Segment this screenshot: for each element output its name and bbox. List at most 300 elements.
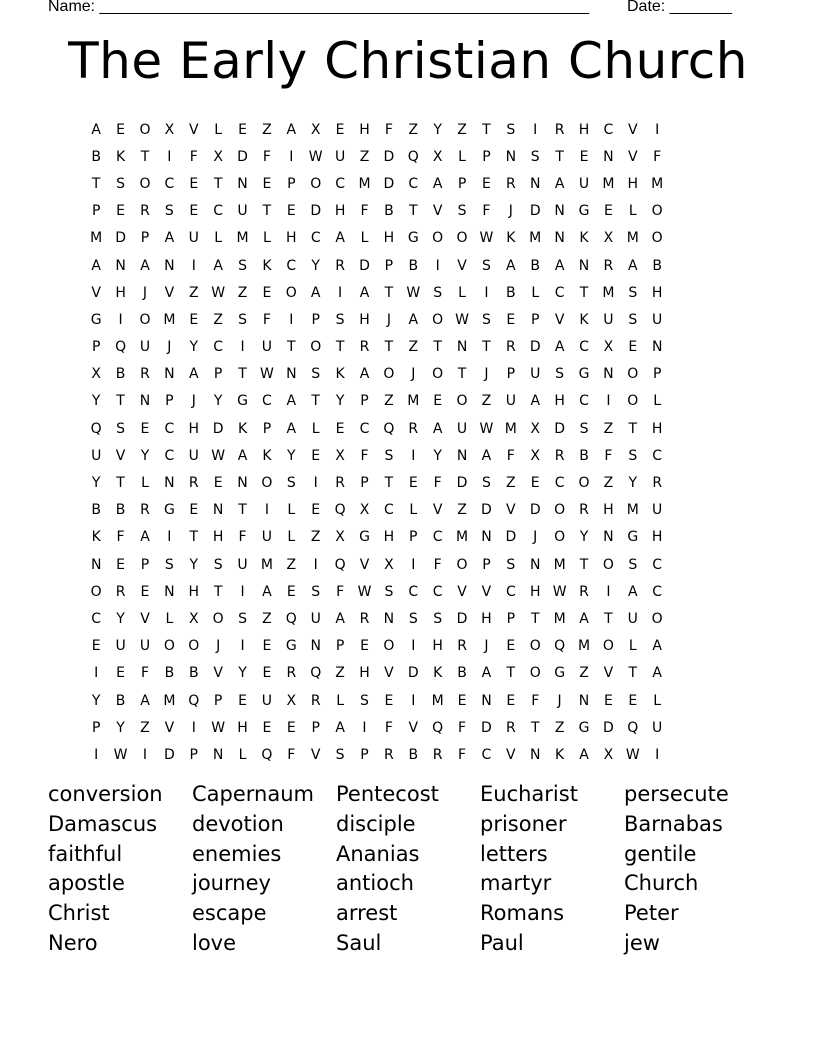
grid-letter: H — [359, 665, 370, 682]
grid-letter: R — [432, 746, 443, 763]
grid-letter: K — [335, 366, 345, 383]
grid-letter: N — [578, 257, 590, 274]
grid-letter: H — [286, 230, 297, 247]
grid-letter: Z — [188, 284, 199, 301]
grid-letter: Z — [384, 393, 394, 410]
grid-row — [84, 198, 744, 225]
grid-row — [84, 306, 744, 333]
grid-row — [84, 170, 744, 197]
grid-letter: T — [238, 366, 247, 383]
grid-letter: J — [191, 393, 196, 410]
grid-letter: V — [408, 719, 419, 736]
grid-letter: R — [310, 692, 321, 709]
grid-letter: A — [335, 230, 345, 247]
grid-letter: F — [140, 665, 149, 682]
grid-letter: R — [505, 175, 516, 192]
grid-letter: B — [115, 502, 126, 519]
grid-letter: C — [286, 257, 297, 274]
grid-row — [84, 361, 744, 388]
grid-letter: E — [286, 719, 296, 736]
grid-letter: Z — [408, 339, 419, 356]
grid-letter: A — [140, 529, 150, 546]
grid-letter: X — [530, 447, 541, 464]
grid-letter: L — [360, 230, 369, 247]
grid-letter: L — [311, 420, 320, 437]
grid-letter: J — [386, 311, 391, 328]
grid-letter: B — [164, 665, 175, 682]
grid-letter: Q — [407, 148, 419, 165]
grid-letter: M — [407, 393, 420, 410]
grid-letter: T — [116, 393, 125, 410]
grid-letter: K — [262, 447, 272, 464]
grid-letter: G — [163, 502, 175, 519]
grid-letter: B — [530, 257, 541, 274]
grid-letter: R — [286, 665, 297, 682]
grid-letter: E — [506, 311, 516, 328]
grid-letter: V — [432, 203, 443, 220]
grid-letter: U — [139, 339, 151, 356]
grid-letter: T — [482, 121, 491, 138]
grid-letter: G — [359, 529, 370, 546]
grid-row — [84, 578, 744, 605]
grid-letter: J — [508, 203, 513, 220]
grid-letter: M — [577, 638, 591, 655]
grid-letter: L — [263, 230, 271, 247]
grid-letter: O — [310, 175, 322, 192]
grid-letter: E — [262, 638, 272, 655]
grid-letter: T — [579, 556, 589, 573]
grid-letter: Q — [90, 420, 102, 437]
word-bank-item: Damascus — [48, 811, 158, 836]
grid-letter: Z — [554, 719, 565, 736]
grid-letter: V — [164, 284, 175, 301]
grid-letter: S — [360, 692, 369, 709]
grid-letter: A — [408, 311, 419, 328]
grid-letter: W — [113, 746, 128, 763]
grid-letter: I — [264, 502, 269, 519]
grid-letter: I — [338, 284, 343, 301]
grid-letter: O — [651, 203, 663, 220]
grid-letter: A — [432, 420, 443, 437]
grid-letter: H — [603, 502, 614, 519]
word-bank-item: Church — [624, 871, 699, 896]
grid-letter: N — [529, 746, 541, 763]
grid-letter: M — [431, 692, 444, 709]
grid-letter: E — [116, 121, 126, 138]
grid-letter: N — [286, 366, 297, 383]
grid-letter: E — [262, 175, 272, 192]
grid-letter: C — [505, 583, 516, 600]
grid-letter: L — [287, 529, 296, 546]
grid-letter: P — [360, 746, 369, 763]
grid-letter: E — [262, 284, 272, 301]
grid-letter: X — [164, 121, 175, 138]
grid-letter: I — [533, 121, 538, 138]
grid-letter: E — [530, 475, 540, 492]
grid-letter: B — [91, 502, 101, 519]
grid-letter: N — [90, 556, 102, 573]
grid-letter: R — [359, 339, 370, 356]
grid-letter: M — [553, 610, 566, 627]
grid-letter: E — [457, 692, 467, 709]
grid-letter: S — [628, 556, 638, 573]
grid-letter: D — [383, 175, 395, 192]
grid-letter: Y — [579, 529, 589, 546]
grid-letter: A — [140, 692, 150, 709]
grid-letter: P — [91, 203, 101, 220]
grid-letter: D — [529, 339, 541, 356]
grid-letter: I — [411, 638, 416, 655]
grid-letter: Z — [457, 502, 467, 519]
grid-letter: W — [406, 284, 421, 301]
grid-letter: S — [335, 311, 345, 328]
grid-letter: W — [552, 583, 567, 600]
grid-letter: V — [457, 583, 467, 600]
grid-letter: C — [481, 746, 492, 763]
grid-letter: H — [627, 175, 639, 192]
grid-letter: G — [90, 311, 102, 328]
grid-letter: D — [481, 502, 492, 519]
grid-letter: D — [505, 529, 517, 546]
grid-letter: N — [651, 339, 663, 356]
grid-letter: V — [384, 665, 394, 682]
grid-letter: C — [383, 502, 394, 519]
grid-letter: A — [335, 719, 345, 736]
grid-letter: N — [115, 257, 126, 274]
grid-letter: O — [261, 475, 273, 492]
grid-letter: X — [530, 420, 541, 437]
grid-letter: S — [238, 311, 247, 328]
grid-letter: K — [237, 420, 248, 437]
grid-row — [84, 633, 744, 660]
grid-letter: N — [237, 175, 248, 192]
grid-letter: U — [139, 638, 151, 655]
grid-letter: D — [163, 746, 175, 763]
word-bank-item: escape — [192, 901, 267, 926]
grid-letter: P — [91, 719, 101, 736]
grid-letter: G — [627, 529, 639, 546]
grid-letter: G — [578, 203, 590, 220]
grid-letter: C — [432, 529, 443, 546]
grid-letter: A — [481, 447, 492, 464]
grid-letter: I — [411, 447, 416, 464]
grid-letter: L — [238, 746, 247, 763]
grid-letter: R — [188, 475, 199, 492]
grid-letter: F — [262, 148, 271, 165]
grid-letter: F — [531, 692, 540, 709]
grid-letter: H — [432, 638, 443, 655]
grid-letter: Z — [408, 121, 419, 138]
grid-letter: D — [212, 420, 224, 437]
word-bank-item: Christ — [48, 901, 110, 926]
grid-letter: N — [164, 257, 175, 274]
grid-letter: H — [578, 121, 590, 138]
grid-letter: T — [140, 148, 150, 165]
grid-letter: Y — [238, 665, 247, 682]
grid-letter: O — [188, 638, 200, 655]
grid-letter: E — [140, 583, 150, 600]
grid-letter: C — [310, 230, 321, 247]
grid-letter: P — [140, 230, 150, 247]
grid-letter: H — [334, 203, 346, 220]
grid-letter: N — [164, 366, 175, 383]
word-bank-item: Saul — [336, 930, 382, 955]
grid-letter: R — [384, 746, 394, 763]
grid-letter: E — [189, 175, 199, 192]
grid-letter: R — [554, 447, 565, 464]
grid-row — [84, 551, 744, 578]
grid-letter: V — [188, 121, 199, 138]
grid-letter: A — [286, 121, 297, 138]
grid-letter: C — [335, 175, 345, 192]
grid-letter: P — [360, 393, 369, 410]
grid-letter: C — [408, 583, 419, 600]
grid-letter: P — [287, 175, 296, 192]
grid-letter: X — [310, 121, 321, 138]
grid-letter: O — [383, 366, 395, 383]
grid-letter: V — [115, 447, 126, 464]
grid-letter: Q — [334, 502, 346, 519]
grid-letter: O — [139, 121, 151, 138]
grid-letter: G — [285, 638, 297, 655]
grid-letter: E — [213, 475, 223, 492]
grid-letter: U — [505, 393, 516, 410]
grid-letter: E — [311, 502, 321, 519]
word-bank — [48, 780, 768, 959]
word-bank-item: Barnabas — [624, 811, 723, 836]
grid-letter: U — [115, 638, 126, 655]
grid-letter: L — [409, 502, 418, 519]
grid-letter: D — [529, 502, 541, 519]
grid-letter: Q — [554, 638, 566, 655]
grid-letter: I — [411, 692, 416, 709]
grid-letter: P — [213, 692, 223, 709]
grid-letter: V — [91, 284, 101, 301]
grid-letter: U — [652, 311, 663, 328]
grid-letter: O — [432, 366, 444, 383]
grid-letter: N — [481, 529, 492, 546]
grid-letter: P — [140, 556, 150, 573]
grid-letter: D — [310, 203, 322, 220]
grid-letter: L — [141, 475, 149, 492]
grid-letter: X — [91, 366, 101, 383]
grid-letter: O — [578, 475, 590, 492]
grid-letter: I — [191, 719, 196, 736]
grid-letter: O — [285, 284, 297, 301]
grid-letter: A — [432, 175, 443, 192]
grid-letter: B — [115, 366, 126, 383]
grid-letter: X — [335, 447, 345, 464]
grid-letter: I — [94, 665, 99, 682]
grid-letter: S — [482, 257, 491, 274]
word-bank-item: antioch — [336, 871, 414, 896]
grid-letter: S — [116, 175, 126, 192]
grid-row — [84, 252, 744, 279]
grid-letter: V — [603, 665, 614, 682]
grid-letter: H — [359, 311, 370, 328]
grid-letter: A — [286, 393, 297, 410]
grid-letter: W — [211, 284, 226, 301]
grid-letter: U — [237, 203, 248, 220]
grid-letter: K — [579, 311, 589, 328]
grid-letter: O — [602, 638, 614, 655]
grid-letter: R — [140, 366, 150, 383]
grid-letter: C — [652, 583, 663, 600]
grid-letter: E — [579, 148, 589, 165]
grid-letter: J — [216, 638, 221, 655]
grid-letter: U — [261, 529, 273, 546]
grid-letter: V — [554, 311, 565, 328]
grid-letter: P — [91, 339, 101, 356]
grid-letter: I — [655, 746, 660, 763]
grid-letter: T — [262, 203, 272, 220]
grid-letter: S — [628, 447, 638, 464]
grid-letter: W — [479, 230, 494, 247]
grid-letter: S — [408, 610, 418, 627]
grid-letter: I — [484, 284, 489, 301]
grid-letter: I — [167, 529, 172, 546]
grid-letter: E — [189, 311, 199, 328]
grid-letter: O — [456, 393, 468, 410]
grid-letter: E — [262, 665, 272, 682]
grid-letter: Q — [627, 719, 639, 736]
grid-letter: Z — [603, 475, 614, 492]
grid-letter: V — [359, 556, 370, 573]
grid-letter: O — [163, 638, 175, 655]
grid-letter: S — [530, 148, 540, 165]
grid-letter: C — [579, 393, 589, 410]
grid-letter: S — [384, 583, 394, 600]
grid-letter: S — [506, 556, 516, 573]
grid-letter: U — [627, 610, 638, 627]
grid-letter: N — [456, 447, 468, 464]
grid-letter: C — [164, 175, 175, 192]
word-bank-item: journey — [192, 871, 271, 896]
grid-row — [84, 116, 744, 143]
grid-letter: K — [91, 529, 101, 546]
grid-letter: J — [411, 366, 416, 383]
grid-letter: N — [212, 746, 224, 763]
grid-letter: A — [554, 257, 565, 274]
grid-letter: E — [603, 692, 613, 709]
grid-letter: D — [237, 148, 248, 165]
grid-letter: E — [116, 665, 126, 682]
grid-letter: Z — [140, 719, 150, 736]
grid-row — [84, 714, 744, 741]
grid-letter: Y — [91, 475, 101, 492]
grid-letter: Z — [262, 121, 272, 138]
grid-letter: C — [603, 121, 614, 138]
grid-letter: I — [94, 746, 99, 763]
grid-letter: F — [360, 447, 369, 464]
grid-letter: M — [553, 556, 566, 573]
grid-letter: K — [115, 148, 126, 165]
word-bank-item: Capernaum — [192, 782, 314, 806]
grid-letter: V — [506, 502, 516, 519]
grid-letter: I — [240, 638, 245, 655]
grid-letter: Y — [213, 393, 223, 410]
grid-row — [84, 497, 744, 524]
grid-letter: D — [407, 665, 419, 682]
grid-letter: M — [90, 230, 103, 247]
grid-letter: N — [505, 148, 517, 165]
grid-letter: G — [578, 366, 590, 383]
grid-letter: Z — [262, 610, 272, 627]
grid-letter: B — [188, 665, 199, 682]
grid-letter: Y — [335, 393, 345, 410]
grid-letter: H — [651, 529, 663, 546]
grid-letter: E — [506, 638, 516, 655]
grid-letter: U — [652, 502, 663, 519]
grid-letter: E — [506, 692, 516, 709]
grid-letter: W — [211, 719, 226, 736]
grid-letter: S — [335, 746, 345, 763]
grid-letter: S — [311, 583, 321, 600]
grid-letter: N — [554, 203, 565, 220]
grid-letter: X — [213, 148, 223, 165]
grid-letter: E — [238, 121, 247, 138]
grid-letter: O — [432, 311, 444, 328]
grid-letter: S — [164, 556, 174, 573]
word-bank-item: Nero — [48, 930, 98, 955]
grid-letter: F — [336, 583, 345, 600]
grid-letter: D — [481, 719, 492, 736]
grid-letter: P — [311, 719, 320, 736]
grid-letter: F — [433, 556, 442, 573]
grid-letter: P — [409, 529, 418, 546]
grid-letter: V — [506, 746, 516, 763]
grid-letter: E — [335, 420, 345, 437]
grid-letter: U — [603, 311, 614, 328]
grid-row — [84, 225, 744, 252]
grid-letter: S — [457, 203, 467, 220]
grid-letter: T — [384, 339, 394, 356]
date-field-label: Date: _______ — [627, 0, 732, 15]
grid-letter: G — [407, 230, 419, 247]
grid-letter: S — [164, 203, 174, 220]
grid-letter: P — [335, 638, 345, 655]
grid-letter: A — [481, 665, 492, 682]
grid-letter: Y — [287, 447, 296, 464]
grid-letter: Q — [285, 610, 297, 627]
grid-letter: O — [432, 230, 444, 247]
grid-letter: C — [91, 610, 102, 627]
grid-letter: V — [481, 583, 492, 600]
grid-letter: M — [504, 420, 517, 437]
grid-row — [84, 605, 744, 632]
grid-letter: Q — [383, 420, 395, 437]
grid-letter: V — [140, 610, 150, 627]
grid-letter: Y — [433, 121, 442, 138]
grid-letter: J — [142, 284, 148, 301]
grid-letter: Q — [188, 692, 200, 709]
grid-letter: W — [211, 447, 226, 464]
grid-letter: U — [334, 148, 346, 165]
grid-letter: A — [262, 583, 272, 600]
grid-letter: F — [506, 447, 515, 464]
grid-letter: W — [308, 148, 323, 165]
grid-letter: M — [236, 230, 249, 247]
grid-letter: L — [165, 610, 174, 627]
grid-letter: R — [603, 257, 614, 274]
grid-letter: U — [188, 447, 199, 464]
grid-letter: H — [188, 420, 200, 437]
grid-letter: R — [408, 420, 419, 437]
grid-letter: S — [433, 284, 443, 301]
grid-letter: Z — [457, 121, 467, 138]
grid-letter: S — [433, 610, 443, 627]
grid-letter: D — [115, 230, 126, 247]
